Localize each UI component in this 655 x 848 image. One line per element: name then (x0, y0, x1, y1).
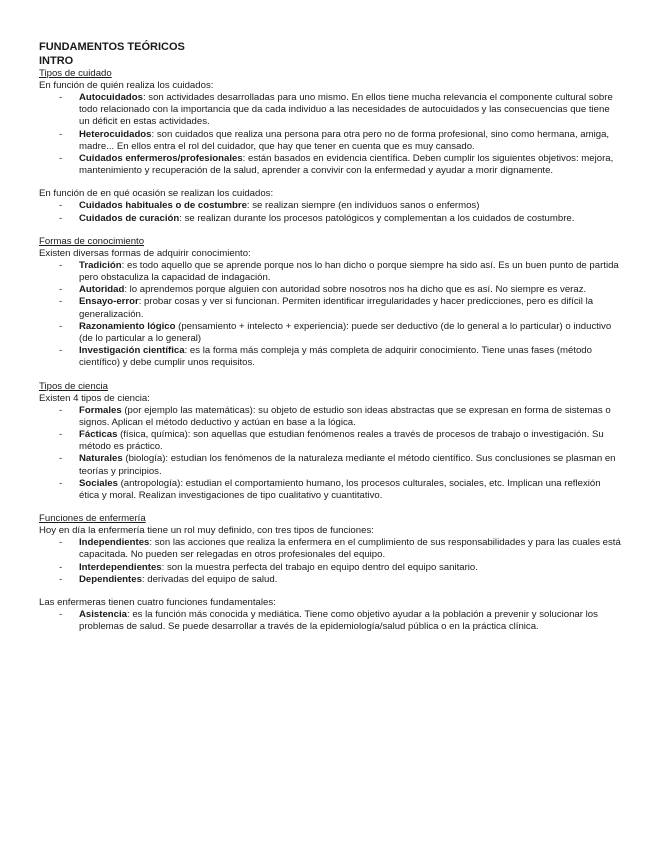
dash-bullet-icon: - (59, 477, 63, 489)
section-heading: Tipos de ciencia (39, 380, 108, 392)
dash-bullet-icon: - (59, 284, 63, 296)
section-intro: Las enfermeras tienen cuatro funciones fundamentales: (39, 597, 276, 609)
list-item-term: Naturales (79, 453, 123, 465)
dash-bullet-icon: - (59, 259, 63, 271)
list-item (39, 200, 623, 212)
list-item (39, 321, 623, 345)
document-subtitle: INTRO (39, 55, 74, 67)
dash-bullet-icon: - (59, 609, 63, 621)
list-item-term: Cuidados habituales o de costumbre (79, 200, 247, 212)
list-item (39, 153, 623, 177)
list-item-text: : es la forma más compleja y más completa de adquirir conocimiento. Tiene unas fases (método científico) y debe cumplir unos requisitos. (79, 345, 592, 369)
list-item-text: : derivadas del equipo de salud. (141, 573, 278, 585)
section-intro: Hoy en día la enfermería tiene un rol muy definido, con tres tipos de funciones: (39, 525, 374, 537)
dash-bullet-icon: - (59, 320, 63, 332)
section-intro: En función de en qué ocasión se realizan los cuidados: (39, 188, 274, 200)
dash-bullet-icon: - (59, 561, 63, 573)
list-item-text: : es todo aquello que se aprende porque nos lo han dicho o porque siempre ha sido así. Es un buen punto de partida pero obstaculiza la capacidad de indagación. (79, 259, 619, 284)
bullet-list (39, 405, 623, 503)
dash-bullet-icon: - (59, 573, 63, 585)
section-heading: Tipos de cuidado (39, 68, 112, 79)
section (39, 68, 623, 225)
dash-bullet-icon: - (59, 153, 63, 165)
section-intro: Existen diversas formas de adquirir conocimiento: (39, 247, 251, 259)
list-item-term: Cuidados enfermeros/profesionales (79, 153, 243, 165)
spacer (39, 586, 623, 597)
list-item-text: : se realizan durante los procesos patológicos y complementan a los cuidados de costumbre. (179, 212, 575, 224)
bullet-list (39, 537, 623, 586)
section-heading: Funciones de enfermería (39, 513, 146, 525)
dash-bullet-icon: - (59, 296, 63, 308)
bullet-list (39, 260, 623, 370)
list-item-text: : se realizan siempre (en individuos sanos o enfermos) (246, 200, 480, 212)
list-item-text: (pensamiento + intelecto + experiencia): puede ser deductivo (de lo general a lo particular) o inductivo (de lo particular a lo general) (79, 320, 612, 345)
list-item (39, 429, 623, 453)
list-item-term: Ensayo-error (79, 296, 139, 308)
list-item-text: : son la muestra perfecta del trabajo en equipo dentro del equipo sanitario. (161, 561, 478, 573)
list-item-term: Independientes (79, 537, 150, 549)
section (39, 236, 623, 370)
list-item-term: Autoridad (79, 284, 125, 296)
dash-bullet-icon: - (59, 92, 63, 103)
dash-bullet-icon: - (59, 212, 63, 224)
list-item-text: : están basados en evidencia científica. Deben cumplir los siguientes objetivos: mejora, mantenimiento y recuperación de la salud, aprender a convivir con la enfermedad y ayudar a morir dignamente. (79, 153, 614, 177)
bullet-list (39, 92, 623, 177)
section (39, 513, 623, 633)
list-item-term: Cuidados de curación (79, 212, 180, 224)
list-item (39, 345, 623, 369)
list-item (39, 296, 623, 320)
section-intro: Existen 4 tipos de ciencia: (39, 392, 150, 404)
list-item-term: Investigación científica (79, 345, 185, 357)
list-item (39, 405, 623, 429)
list-item (39, 609, 623, 633)
list-item (39, 453, 623, 477)
list-item (39, 537, 623, 561)
list-item-term: Tradición (79, 259, 122, 271)
list-item-text: : es la función más conocida y mediática. Tiene como objetivo ayudar a la población a prevenir y solucionar los problemas de salud. Se puede desarrollar a través de la epidemiología/salud pública o en la práctica clínica. (79, 609, 598, 633)
list-item (39, 213, 623, 225)
list-item-term: Formales (79, 404, 122, 416)
list-item-term: Razonamiento lógico (79, 320, 176, 332)
dash-bullet-icon: - (59, 453, 63, 465)
list-item (39, 478, 623, 502)
spacer (39, 177, 623, 188)
list-item (39, 129, 623, 153)
list-item-term: Sociales (79, 477, 118, 489)
dash-bullet-icon: - (59, 404, 63, 416)
list-item (39, 260, 623, 284)
list-item-term: Fácticas (79, 429, 118, 441)
dash-bullet-icon: - (59, 537, 63, 549)
list-item-term: Dependientes (79, 573, 142, 585)
list-item-text: (antropología): estudian el comportamiento humano, los procesos culturales, sociales, etc. Implican una reflexión ética y moral. Realizan investigaciones de tipo cualitativo y cuantitativo. (79, 477, 601, 502)
list-item-term: Autocuidados (79, 92, 143, 103)
list-item-text: (física, química): son aquellas que estudian fenómenos reales a través de procesos de trabajo o investigación. Su método es práctico. (79, 429, 604, 453)
dash-bullet-icon: - (59, 128, 63, 140)
dash-bullet-icon: - (59, 200, 63, 212)
list-item-text: : son cuidados que realiza una persona para otra pero no de forma profesional, sino como hermana, amiga, madre... En ellos entra el rol del cuidador, que hay que tener en cuenta que es muy cansado. (79, 128, 610, 152)
dash-bullet-icon: - (59, 429, 63, 441)
list-item-text: : probar cosas y ver si funcionan. Permiten identificar irregularidades y hacer predicciones, pero es difícil la generalización. (79, 296, 594, 320)
bullet-list (39, 609, 623, 633)
list-item-text: (biología): estudian los fenómenos de la naturaleza mediante el método científico. Sus conclusiones se plasman en teorías y principios. (79, 453, 616, 477)
list-item-text: : lo aprendemos porque alguien con autoridad sobre nosotros nos ha dicho que es así. No siempre es veraz. (124, 284, 587, 296)
list-item (39, 574, 623, 586)
section (39, 381, 623, 503)
document-title: FUNDAMENTOS TEÓRICOS (39, 41, 185, 53)
list-item (39, 562, 623, 574)
section-intro: En función de quién realiza los cuidados: (39, 80, 214, 91)
dash-bullet-icon: - (59, 345, 63, 357)
bullet-list (39, 200, 623, 224)
list-item-term: Asistencia (79, 609, 127, 621)
list-item-text: : son las acciones que realiza la enfermera en el cumplimiento de sus responsabilidades y para las cuales está capacitada. No pueden ser relegadas en otros profesionales del equipo. (79, 537, 621, 561)
list-item (39, 284, 623, 296)
list-item-term: Heterocuidados (79, 128, 152, 140)
list-item (39, 92, 623, 129)
document-body (39, 68, 623, 634)
list-item-text: (por ejemplo las matemáticas): su objeto de estudio son ideas abstractas que se expresan en forma de sistemas o signos. Aplican el método deductivo y actúan en base a la lógica. (79, 404, 611, 428)
section-heading: Formas de conocimiento (39, 235, 145, 247)
list-item-text: : son actividades desarrolladas para uno mismo. En ellos tiene mucha relevancia el componente cultural sobre todo relacionado con la importancia que da cada individuo a las necesidades de autocuidados y las consecuencias que tiene un déficit en estas actividades. (79, 92, 613, 128)
list-item-term: Interdependientes (79, 561, 162, 573)
